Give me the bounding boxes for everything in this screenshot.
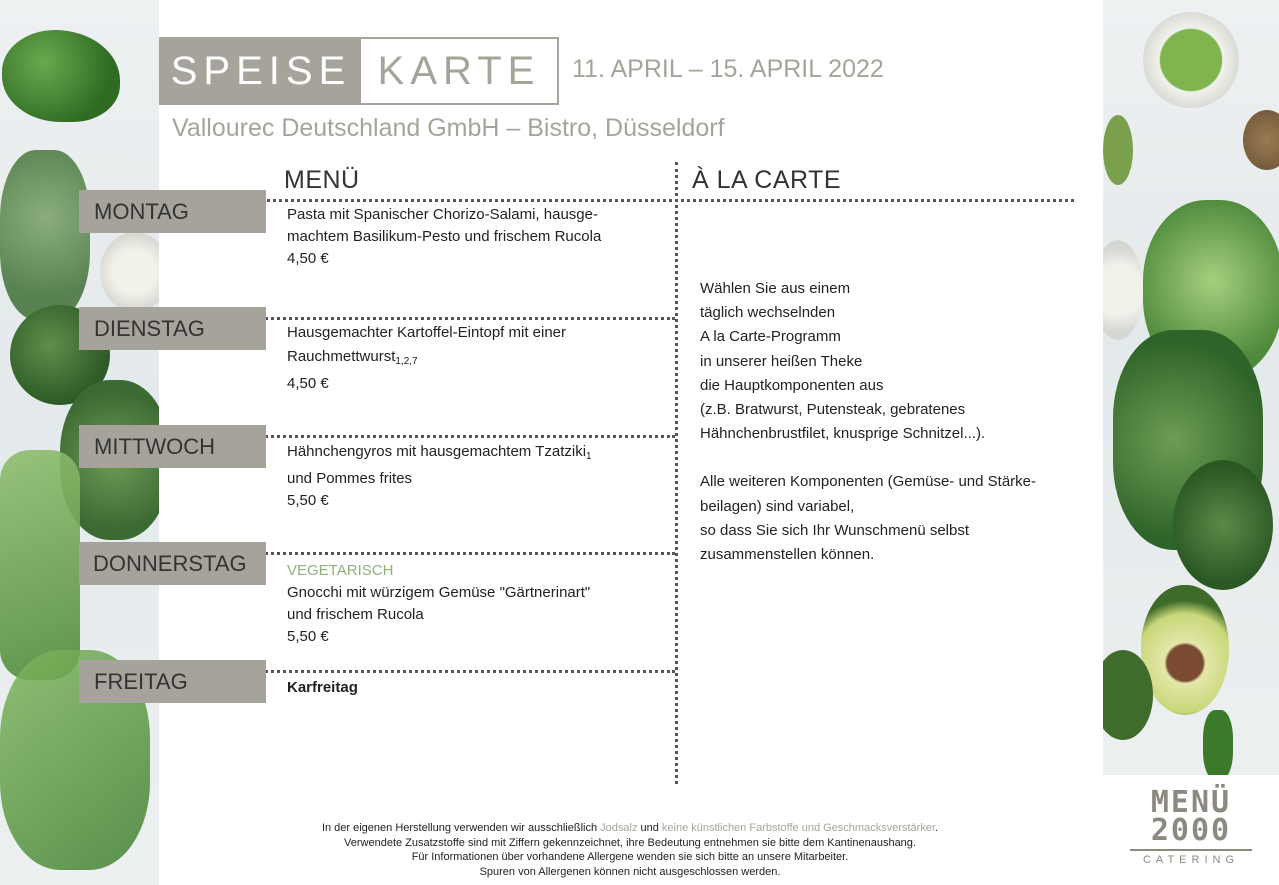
menu-item-montag [287, 204, 601, 270]
menu2000-logo [1103, 775, 1279, 885]
title-karte: KARTE [377, 48, 541, 93]
dish-text-line [287, 441, 592, 468]
alc-line: täglich wechselnden [700, 304, 836, 322]
alc-line: beilagen) sind variabel, [700, 497, 855, 515]
peas-bowl-image [1143, 12, 1239, 108]
logo-line-catering: CATERING [1142, 854, 1240, 866]
a-la-carte-description [700, 277, 1036, 567]
alc-line: zusammenstellen können. [700, 546, 875, 564]
dish-text-line [287, 346, 566, 373]
header-divider [242, 199, 1074, 202]
page-title [159, 37, 559, 105]
column-divider [675, 162, 678, 784]
footer-notice [230, 821, 1030, 879]
footer-text: In der eigenen Herstellung verwenden wir ausschließlich [321, 822, 601, 834]
logo-line-2000: 2000 [1150, 813, 1232, 848]
footer-line: Verwendete Zusatzstoffe sind mit Ziffern gekennzeichnet, ihre Bedeutung entnehmen sie bitte dem Kantinenaushang. [344, 836, 916, 849]
menu-item-freitag [287, 677, 358, 699]
date-range: 11. APRIL – 15. APRIL 2022 [572, 55, 884, 83]
dish-text: machtem Basilikum-Pesto und frischem Rucola [287, 228, 602, 245]
menu-item-donnerstag [287, 560, 590, 648]
green-chili-image [1203, 710, 1233, 775]
price: 5,50 € [287, 628, 329, 645]
alc-line: Hähnchenbrustfilet, knusprige Schnitzel...). [700, 425, 986, 443]
menu-item-mittwoch [287, 441, 592, 512]
dill-herb-image [0, 150, 90, 320]
day-label-montag: MONTAG [79, 190, 266, 233]
alc-line: in unserer heißen Theke [700, 352, 863, 370]
paragraph-spacer [700, 446, 1036, 470]
company-name: Vallourec Deutschland GmbH – Bistro, Düsseldorf [172, 114, 725, 142]
a-la-carte-column-heading: À LA CARTE [692, 166, 842, 194]
alc-line: Alle weiteren Komponenten (Gemüse- und Stärke- [700, 473, 1037, 491]
footer-line [230, 821, 1030, 836]
logo-rule [1130, 849, 1252, 851]
dish-text: Rauchmettwurst [287, 348, 396, 365]
alc-line: die Hauptkomponenten aus [700, 376, 884, 394]
footer-highlight: Jodsalz [600, 822, 638, 834]
title-speise: SPEISE [161, 39, 361, 103]
day-label-freitag: FREITAG [79, 660, 266, 703]
divider-freitag [242, 670, 675, 673]
dish-text: und frischem Rucola [287, 606, 424, 623]
alc-line: A la Carte-Programm [700, 328, 841, 346]
kiwi-image [1243, 110, 1279, 170]
day-label-dienstag: DIENSTAG [79, 307, 266, 350]
price: 4,50 € [287, 250, 329, 267]
day-label-donnerstag: DONNERSTAG [79, 542, 266, 585]
alc-line: Wählen Sie aus einem [700, 280, 851, 297]
footer-text: und [637, 822, 662, 834]
menu-column-heading: MENÜ [284, 166, 360, 194]
vegetarian-label: VEGETARISCH [287, 562, 394, 579]
green-beans-image [0, 450, 80, 680]
dish-text: und Pommes frites [287, 470, 413, 487]
logo-line-menu: MENÜ [1150, 785, 1232, 820]
dish-text: Hähnchengyros mit hausgemachtem Tzatziki [287, 443, 587, 460]
divider-dienstag [242, 317, 675, 320]
alc-line: so dass Sie sich Ihr Wunschmenü selbst [700, 521, 970, 539]
avocado-slice-image [1103, 115, 1133, 185]
dish-text: Hausgemachter Kartoffel-Eintopf mit einer [287, 324, 567, 341]
additive-numbers: 1 [586, 451, 592, 462]
footer-line: Für Informationen über vorhandene Allergene wenden sie sich bitte an unsere Mitarbeiter. [411, 851, 849, 863]
day-label-mittwoch: MITTWOCH [79, 425, 266, 468]
holiday-note: Karfreitag [287, 679, 358, 696]
bean-bowl-image [100, 232, 159, 312]
dish-text: Pasta mit Spanischer Chorizo-Salami, hausge- [287, 206, 598, 223]
divider-donnerstag [242, 552, 675, 555]
avocado-image [1141, 585, 1229, 715]
menu-item-dienstag [287, 322, 566, 395]
bean-bowl-image [1103, 240, 1143, 340]
footer-highlight: keine künstlichen Farbstoffe und Geschmacksverstärker [661, 822, 935, 834]
green-pepper-image [2, 30, 120, 122]
additive-numbers: 1,2,7 [395, 356, 418, 367]
price: 5,50 € [287, 492, 329, 509]
divider-mittwoch [242, 435, 675, 438]
dish-text: Gnocchi mit würzigem Gemüse "Gärtnerinart" [287, 584, 591, 601]
footer-text: . [935, 822, 939, 834]
broccolini-image [1173, 460, 1273, 590]
right-vegetable-photo [1103, 0, 1279, 775]
price: 4,50 € [287, 375, 329, 392]
footer-line: Spuren von Allergenen können nicht ausgeschlossen werden. [479, 865, 781, 878]
alc-line: (z.B. Bratwurst, Putensteak, gebratenes [700, 401, 966, 419]
